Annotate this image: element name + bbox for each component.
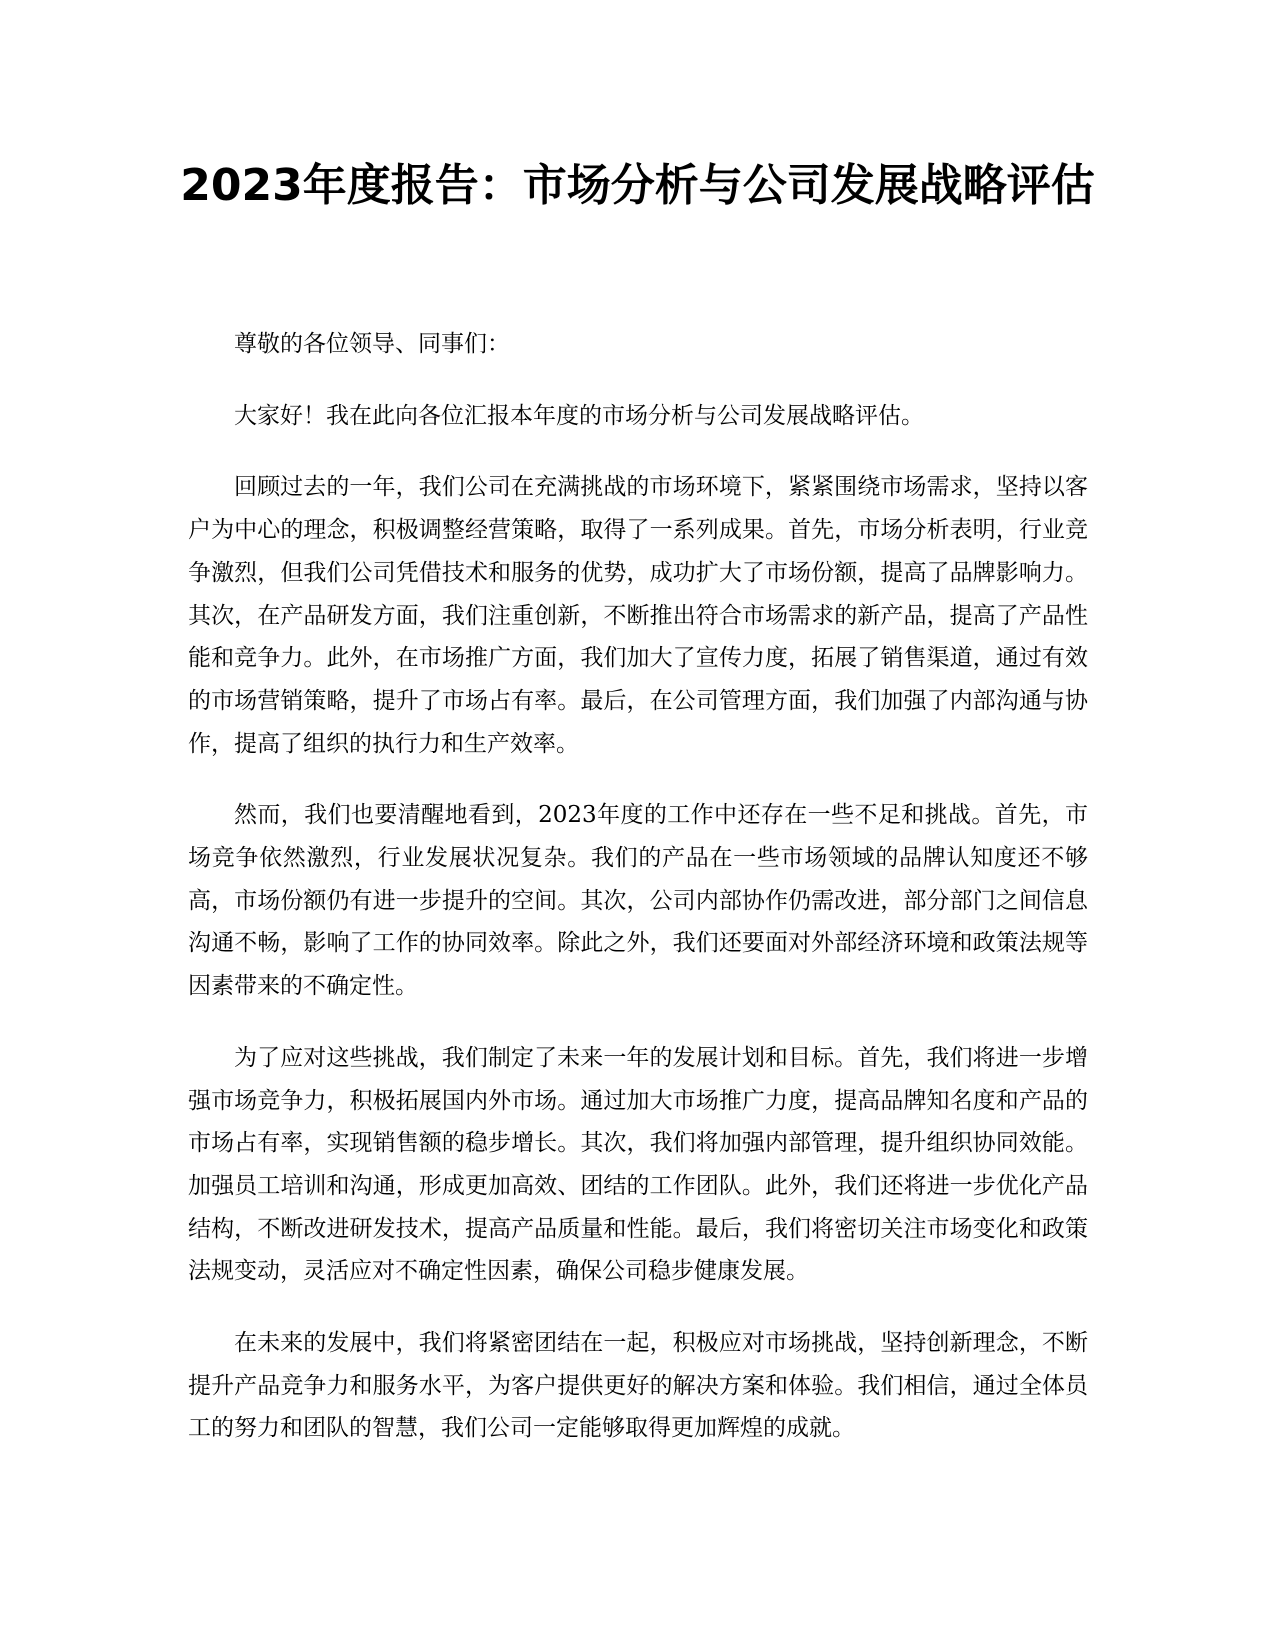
salutation-paragraph: 尊敬的各位领导、同事们：	[234, 331, 510, 357]
greeting-paragraph: 大家好！我在此向各位汇报本年度的市场分析与公司发展战略评估。	[234, 402, 924, 429]
challenges-paragraph: 然而，我们也要清醒地看到，2023年度的工作中还存在一些不足和挑战。首先，市场竞争依然激烈，行业发展状况复杂。我们的产品在一些市场领域的品牌认知度还不够高，市场份额仍有进一步提升的空间。其次，公司内部协作仍需改进，部分部门之间信息沟通不畅，影响了工作的协同效率。除此之外，我们还要面对外部经济环境和政策法规等因素带来的不确定性。	[188, 802, 1088, 1000]
plans-paragraph: 为了应对这些挑战，我们制定了未来一年的发展计划和目标。首先，我们将进一步增强市场竞争力，积极拓展国内外市场。通过加大市场推广力度，提高品牌知名度和产品的市场占有率，实现销售额的稳步增长。其次，我们将加强内部管理，提升组织协同效能。加强员工培训和沟通，形成更加高效、团结的工作团队。此外，我们还将进一步优化产品结构，不断改进研发技术，提高产品质量和性能。最后，我们将密切关注市场变化和政策法规变动，灵活应对不确定性因素，确保公司稳步健康发展。	[188, 1044, 1088, 1285]
review-paragraph: 回顾过去的一年，我们公司在充满挑战的市场环境下，紧紧围绕市场需求，坚持以客户为中心的理念，积极调整经营策略，取得了一系列成果。首先，市场分析表明，行业竞争激烈，但我们公司凭借技术和服务的优势，成功扩大了市场份额，提高了品牌影响力。其次，在产品研发方面，我们注重创新，不断推出符合市场需求的新产品，提高了产品性能和竞争力。此外，在市场推广方面，我们加大了宣传力度，拓展了销售渠道，通过有效的市场营销策略，提升了市场占有率。最后，在公司管理方面，我们加强了内部沟通与协作，提高了组织的执行力和生产效率。	[188, 474, 1088, 757]
document-body	[188, 323, 1088, 1450]
outlook-paragraph: 在未来的发展中，我们将紧密团结在一起，积极应对市场挑战，坚持创新理念，不断提升产品竞争力和服务水平，为客户提供更好的解决方案和体验。我们相信，通过全体员工的努力和团队的智慧，我们公司一定能够取得更加辉煌的成就。	[188, 1330, 1088, 1442]
document-title: 2023年度报告：市场分析与公司发展战略评估	[180, 160, 1095, 211]
